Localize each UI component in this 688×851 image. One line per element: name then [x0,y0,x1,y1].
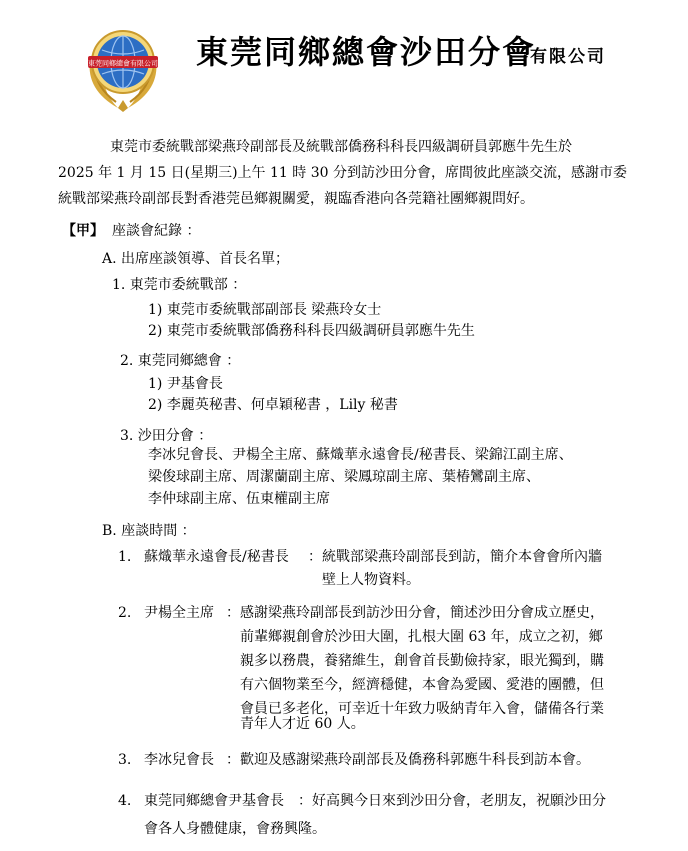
intro-line-3: 統戰部梁燕玲副部長對香港莞邑鄉親關愛，親臨香港向各莞籍社團鄉親問好。 [58,191,534,207]
intro-line-2: 2025 年 1 月 15 日(星期三)上午 11 時 30 分到訪沙田分會，席間彼此座談交流，感謝市委 [58,165,627,181]
item-1-text: ：統戰部梁燕玲副部長到訪，簡介本會會所內牆 [308,549,602,565]
company-logo [80,20,166,112]
item-2-text: 親多以務農，養豬維生，創會首長勤儉持家，眼光獨到，購 [240,653,604,669]
group-2-heading: 2. 東莞同鄉總會 ： [120,353,241,369]
item-2-speaker: 尹楊全主席 [144,605,214,621]
section-title: 座談會紀錄 ： [112,223,201,239]
group-3-line: 梁俊球副主席、周潔蘭副主席、梁鳳琼副主席、葉椿鸞副主席、 [148,469,540,485]
item-4-text: 會各人身體健康，會務興隆。 [144,821,326,837]
item-1-text: 壁上人物資料。 [322,572,420,588]
item-3-speaker: 李冰兒會長 [144,752,214,768]
item-2-text: 青年人才近 60 人。 [240,716,365,732]
intro-line-1: 東莞市委統戰部梁燕玲副部長及統戰部僑務科科長四級調研員郭應牛先生於 [110,139,572,155]
group-2-item: 1) 尹基會長 [148,376,223,392]
item-4-text: ：好高興今日來到沙田分會，老朋友，祝願沙田分 [298,793,606,809]
item-1-speaker: 蘇熾華永遠會長/秘書長 [144,549,289,565]
group-1-item: 2) 東莞市委統戰部僑務科科長四級調研員郭應牛先生 [148,323,475,339]
item-2-number: 2. [118,605,132,621]
logo-banner-text: 東莞同鄉總會有限公司 [88,59,158,68]
group-2-item: 2) 李麗英秘書、何卓穎秘書 ，Lily 秘書 [148,397,398,413]
item-4-number: 4. [118,793,132,809]
group-3-line: 李仲球副主席、伍東權副主席 [148,491,330,507]
item-2-text: 前輩鄉親創會於沙田大圍，扎根大圍 63 年，成立之初，鄉 [240,629,603,645]
section-label: 【甲】 [62,223,104,239]
page-title: 東莞同鄉總會沙田分會 [196,33,537,71]
item-1-number: 1. [118,549,132,565]
group-3-line: 李冰兒會長、尹楊全主席、蘇熾華永遠會長/秘書長、梁錦江副主席、 [148,447,573,463]
item-2-text: 有六個物業至今，經濟穩健，本會為愛國、愛港的團體，但 [240,677,604,693]
item-3-number: 3. [118,752,132,768]
part-b-heading: B. 座談時間 ： [102,523,196,539]
group-1-heading: 1. 東莞市委統戰部 ： [112,277,247,293]
group-3-heading: 3. 沙田分會 ： [120,428,213,444]
item-4-speaker: 東莞同鄉總會尹基會長 [144,793,284,809]
page-title-suffix: 有限公司 [530,47,606,67]
item-2-text: ：感謝梁燕玲副部長到訪沙田分會，簡述沙田分會成立歷史， [226,605,604,621]
item-3-text: ：歡迎及感謝梁燕玲副部長及僑務科郭應牛科長到訪本會。 [226,752,590,768]
part-a-heading: A. 出席座談領導、首長名單； [102,251,290,267]
item-2-text: 會員已多老化，可幸近十年致力吸納青年入會，儲備各行業 [240,701,604,717]
group-1-item: 1) 東莞市委統戰部副部長 梁燕玲女士 [148,302,382,318]
